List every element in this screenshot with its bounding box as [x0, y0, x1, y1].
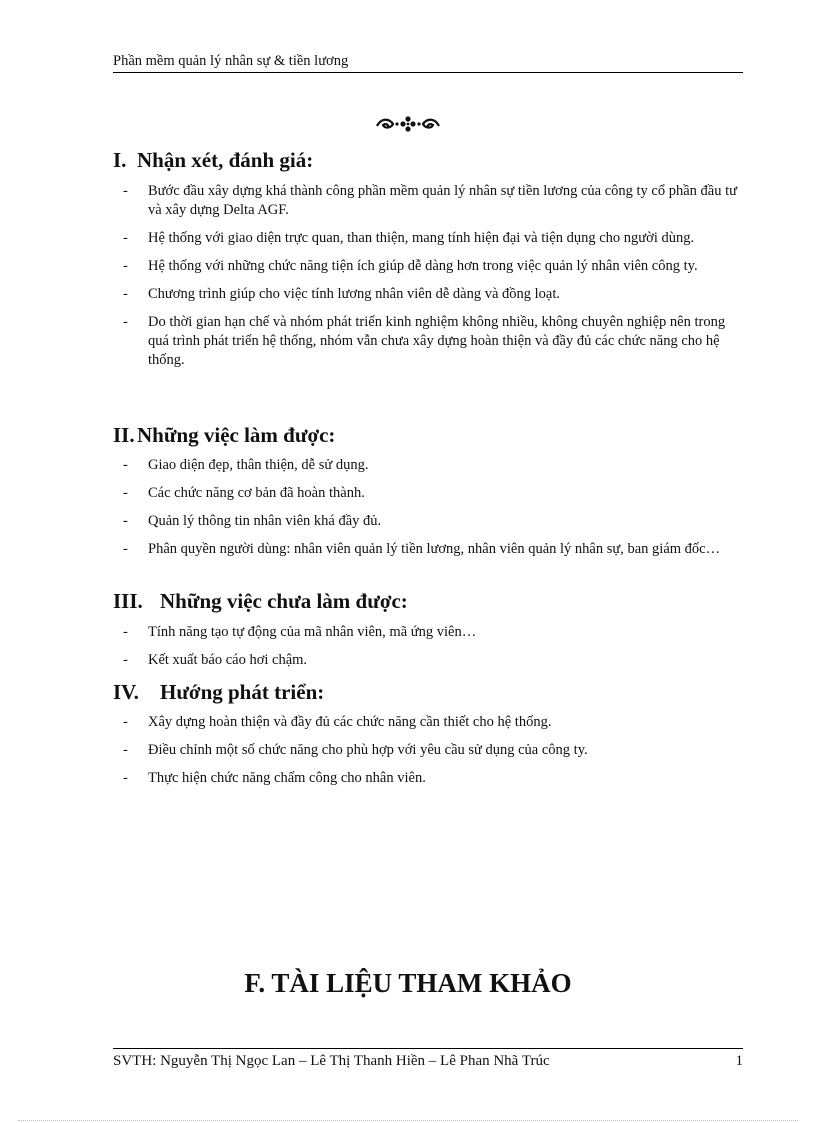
- page-footer: [113, 1048, 743, 1070]
- section-number: II.: [113, 423, 135, 447]
- page-header: Phần mềm quản lý nhân sự & tiền lương: [113, 53, 743, 73]
- ornament: [0, 114, 816, 136]
- list-item: - Các chức năng cơ bản đã hoàn thành.: [123, 485, 365, 501]
- section-heading: Những việc làm được:: [137, 423, 336, 447]
- section-number: I.: [113, 148, 127, 172]
- footer-authors: SVTH: Nguyễn Thị Ngọc Lan – Lê Thị Thanh Hiền – Lê Phan Nhã Trúc: [113, 1053, 550, 1069]
- list-item: - Do thời gian hạn chế và nhóm phát triển kinh nghiệm không nhiều, không chuyên nghiệp nên trong quá trình phát triển hệ thống, nhóm vẫn chưa xây dựng hoàn thiện và đầy đủ các chức năng cho hệ thống.: [123, 314, 726, 368]
- floral-ornament-icon: [373, 114, 443, 134]
- list-item: - Hệ thống với những chức năng tiện ích giúp dễ dàng hơn trong việc quản lý nhân viên công ty.: [123, 258, 698, 274]
- list-item: - Điều chỉnh một số chức năng cho phù hợp với yêu cầu sử dụng của công ty.: [123, 742, 588, 758]
- section-heading: Nhận xét, đánh giá:: [137, 148, 314, 172]
- section-1-list: [123, 182, 743, 379]
- section-4-list: [123, 713, 743, 797]
- section-heading: Hướng phát triển:: [160, 680, 325, 704]
- list-item: - Phân quyền người dùng: nhân viên quản lý tiền lương, nhân viên quản lý nhân sự, ban giám đốc…: [123, 541, 721, 557]
- section-title-4: [113, 680, 324, 705]
- section-title-2: [113, 423, 335, 448]
- page-edge-divider: [18, 1120, 798, 1121]
- references-title: F. TÀI LIỆU THAM KHẢO: [244, 968, 572, 998]
- list-item: - Bước đầu xây dựng khá thành công phần mềm quản lý nhân sự tiền lương của công ty cổ phần đầu tư và xây dựng Delta AGF.: [123, 183, 737, 218]
- list-item: - Xây dựng hoàn thiện và đầy đủ các chức năng cần thiết cho hệ thống.: [123, 714, 552, 730]
- section-heading: Những việc chưa làm được:: [160, 589, 408, 613]
- section-number: IV.: [113, 680, 139, 704]
- section-3-list: [123, 623, 743, 679]
- section-title-3: [113, 589, 408, 614]
- list-item: - Tính năng tạo tự động của mã nhân viên, mã ứng viên…: [123, 624, 477, 640]
- list-item: - Chương trình giúp cho việc tính lương nhân viên dễ dàng và đồng loạt.: [123, 286, 561, 302]
- section-2-list: [123, 456, 743, 568]
- section-title-1: [113, 148, 313, 173]
- list-item: - Thực hiện chức năng chấm công cho nhân viên.: [123, 770, 426, 786]
- list-item: - Hệ thống với giao diện trực quan, than thiện, mang tính hiện đại và tiện dụng cho người dùng.: [123, 230, 695, 246]
- list-item: - Giao diện đẹp, thân thiện, dễ sử dụng.: [123, 457, 369, 473]
- list-item: - Quản lý thông tin nhân viên khá đầy đủ.: [123, 513, 382, 529]
- page-number: 1: [735, 1053, 743, 1069]
- section-number: III.: [113, 589, 143, 613]
- list-item: - Kết xuất báo cáo hơi chậm.: [123, 652, 308, 668]
